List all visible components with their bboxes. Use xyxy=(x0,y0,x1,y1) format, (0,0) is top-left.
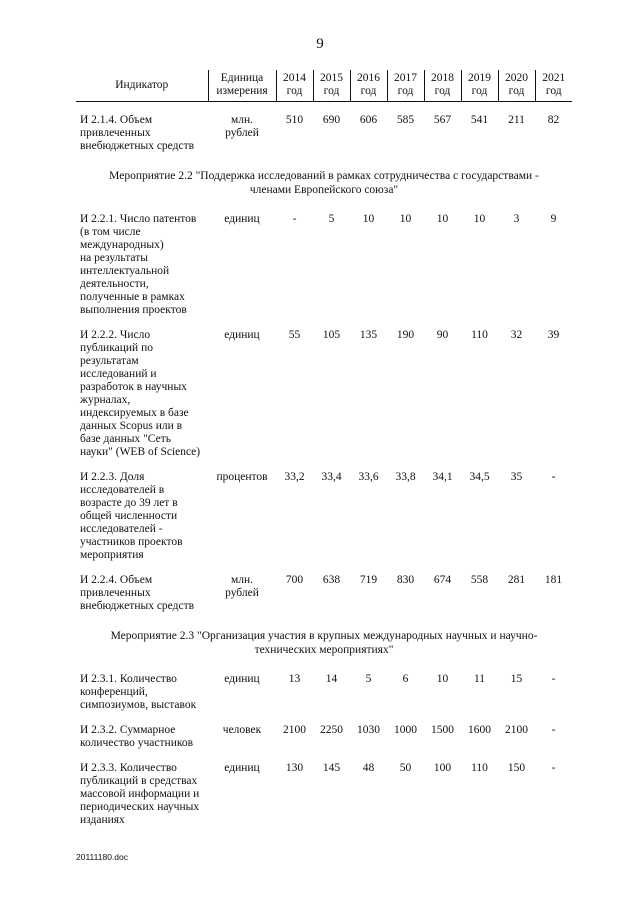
unit-line: единиц xyxy=(224,673,260,685)
value-cell: 2100 xyxy=(283,724,306,736)
value-cell: 34,5 xyxy=(469,471,490,483)
indicator-cell xyxy=(76,562,208,613)
value-cell: 33,2 xyxy=(284,471,305,483)
value-cell: 35 xyxy=(510,471,523,483)
indicator-line: международных) xyxy=(80,239,164,251)
value-cell: 585 xyxy=(396,114,415,126)
indicator-line: конференций, xyxy=(80,686,148,698)
value-cell: 110 xyxy=(471,762,488,774)
table-row xyxy=(76,102,572,154)
value-cell: 15 xyxy=(510,673,523,685)
unit-cell xyxy=(208,201,276,317)
indicator-cell xyxy=(76,712,208,750)
indicator-line: публикаций по xyxy=(80,342,153,354)
value-cell: 110 xyxy=(471,329,488,341)
header-unit-line: Единица xyxy=(220,72,264,84)
value-cell: 130 xyxy=(285,762,304,774)
value-cell: 674 xyxy=(433,574,452,586)
value-cell: 10 xyxy=(473,213,486,225)
indicator-line: исследований и xyxy=(80,368,157,380)
header-year-2017: 2017 год xyxy=(387,70,424,102)
page-number: 9 xyxy=(316,36,324,52)
unit-cell xyxy=(208,750,276,827)
value-cell: 50 xyxy=(399,762,412,774)
indicator-cell xyxy=(76,661,208,712)
table-body xyxy=(76,102,572,828)
indicator-cell xyxy=(76,201,208,317)
value-cell: 719 xyxy=(359,574,378,586)
indicator-line: количество участников xyxy=(80,737,194,749)
section-title-line: Мероприятие 2.3 "Организация участия в крупных международных научных и научно- xyxy=(110,630,538,642)
value-cell: 33,6 xyxy=(358,471,379,483)
indicator-line: изданиях xyxy=(80,814,125,826)
header-unit-line: измерения xyxy=(216,85,268,97)
table-row xyxy=(76,661,572,712)
indicator-line: базе данных "Сеть xyxy=(80,433,171,445)
value-cell: 510 xyxy=(285,114,304,126)
indicator-line: общей численности xyxy=(80,510,178,522)
unit-line: единиц xyxy=(224,762,260,774)
header-year-2014: 2014 год xyxy=(276,70,313,102)
indicator-line: внебюджетных средств xyxy=(80,600,195,612)
value-cell: 10 xyxy=(436,673,449,685)
value-cell: 6 xyxy=(402,673,409,685)
unit-cell xyxy=(208,459,276,562)
unit-line: единиц xyxy=(224,329,260,341)
value-cell: 135 xyxy=(359,329,378,341)
indicator-line: полученные в рамках xyxy=(80,291,185,303)
value-cell: 48 xyxy=(362,762,375,774)
header-indicator: Индикатор xyxy=(76,70,208,102)
value-cell: 3 xyxy=(513,213,520,225)
indicator-line: массовой информации и xyxy=(80,788,200,800)
value-cell: 90 xyxy=(436,329,449,341)
value-cell: 690 xyxy=(322,114,341,126)
value-cell: - xyxy=(292,213,297,225)
unit-line: рублей xyxy=(225,127,259,139)
indicator-line: результатам xyxy=(80,355,139,367)
unit-line: человек xyxy=(222,724,262,736)
header-year-2021: 2021 год xyxy=(535,70,572,102)
unit-cell xyxy=(208,712,276,750)
indicator-line: внебюджетных средств xyxy=(80,140,195,152)
value-cell: 1000 xyxy=(394,724,417,736)
indicator-cell xyxy=(76,102,208,154)
section-row xyxy=(76,613,572,661)
table-row xyxy=(76,562,572,613)
value-cell: 1500 xyxy=(431,724,454,736)
indicator-line: периодических научных xyxy=(80,801,200,813)
table-row xyxy=(76,459,572,562)
indicator-line: И 2.3.3. Количество xyxy=(80,762,177,774)
value-cell: 181 xyxy=(544,574,563,586)
indicator-cell xyxy=(76,459,208,562)
value-cell: - xyxy=(551,471,556,483)
value-cell: 190 xyxy=(396,329,415,341)
table-header xyxy=(76,70,572,102)
value-cell: 105 xyxy=(322,329,341,341)
unit-line: млн. xyxy=(230,574,254,586)
value-cell: 39 xyxy=(547,329,560,341)
indicator-line: исследователей - xyxy=(80,523,163,535)
value-cell: 638 xyxy=(322,574,341,586)
value-cell: - xyxy=(551,724,556,736)
indicator-line: И 2.2.1. Число патентов xyxy=(80,213,197,225)
value-cell: 5 xyxy=(365,673,372,685)
indicator-line: И 2.1.4. Объем xyxy=(80,114,153,126)
value-cell: 5 xyxy=(328,213,335,225)
value-cell: 2100 xyxy=(505,724,528,736)
section-title-line: членами Европейского союза" xyxy=(249,184,399,196)
table-row xyxy=(76,750,572,827)
value-cell: 33,8 xyxy=(395,471,416,483)
indicator-line: И 2.2.3. Доля xyxy=(80,471,145,483)
value-cell: 14 xyxy=(325,673,338,685)
value-cell: 541 xyxy=(470,114,489,126)
section-title-line: технических мероприятиях" xyxy=(254,644,394,656)
table-row xyxy=(76,712,572,750)
indicator-line: привлеченных xyxy=(80,587,151,599)
header-year-2016: 2016 год xyxy=(350,70,387,102)
indicator-line: возрасте до 39 лет в xyxy=(80,497,178,509)
value-cell: - xyxy=(551,762,556,774)
value-cell: 55 xyxy=(288,329,301,341)
section-title xyxy=(76,153,572,201)
indicator-line: журналах, xyxy=(80,394,131,406)
header-unit xyxy=(208,70,276,102)
value-cell: 10 xyxy=(399,213,412,225)
value-cell: 2250 xyxy=(320,724,343,736)
value-cell: 558 xyxy=(470,574,489,586)
value-cell: 145 xyxy=(322,762,341,774)
indicator-line: И 2.2.2. Число xyxy=(80,329,151,341)
value-cell: 830 xyxy=(396,574,415,586)
header-year-2019: 2019 год xyxy=(461,70,498,102)
value-cell: 32 xyxy=(510,329,523,341)
section-title xyxy=(76,613,572,661)
indicators-table xyxy=(76,70,572,827)
table-row xyxy=(76,317,572,459)
indicator-line: науки" (WEB of Science) xyxy=(80,446,201,458)
value-cell: 700 xyxy=(285,574,304,586)
value-cell: 211 xyxy=(508,114,525,126)
value-cell: 1030 xyxy=(357,724,380,736)
value-cell: 150 xyxy=(507,762,526,774)
unit-line: процентов xyxy=(216,471,268,483)
file-name: 20111180.doc xyxy=(76,852,128,862)
value-cell: 9 xyxy=(550,213,557,225)
indicator-line: разработок в научных xyxy=(80,381,187,393)
unit-line: млн. xyxy=(230,114,254,126)
unit-line: единиц xyxy=(224,213,260,225)
unit-cell xyxy=(208,562,276,613)
indicator-line: мероприятия xyxy=(80,549,144,561)
unit-cell xyxy=(208,317,276,459)
value-cell: 13 xyxy=(288,673,301,685)
indicator-line: исследователей в xyxy=(80,484,165,496)
indicator-line: на результаты xyxy=(80,252,148,264)
indicator-line: индексируемых в базе xyxy=(80,407,189,419)
indicator-line: И 2.2.4. Объем xyxy=(80,574,153,586)
value-cell: 82 xyxy=(547,114,560,126)
table-row xyxy=(76,201,572,317)
value-cell: 11 xyxy=(473,673,486,685)
indicator-line: участников проектов xyxy=(80,536,183,548)
value-cell: 567 xyxy=(433,114,452,126)
value-cell: 281 xyxy=(507,574,526,586)
indicator-line: И 2.3.2. Суммарное xyxy=(80,724,176,736)
section-row xyxy=(76,153,572,201)
value-cell: 10 xyxy=(436,213,449,225)
value-cell: 10 xyxy=(362,213,375,225)
value-cell: 606 xyxy=(359,114,378,126)
indicator-line: публикаций в средствах xyxy=(80,775,198,787)
indicator-line: интеллектуальной xyxy=(80,265,170,277)
unit-cell xyxy=(208,102,276,154)
section-title-line: Мероприятие 2.2 "Поддержка исследований в рамках сотрудничества с государствами - xyxy=(109,170,539,182)
indicator-line: (в том числе xyxy=(80,226,141,238)
indicator-line: данных Scopus или в xyxy=(80,420,183,432)
value-cell: 34,1 xyxy=(432,471,453,483)
header-year-2020: 2020 год xyxy=(498,70,535,102)
header-year-2018: 2018 год xyxy=(424,70,461,102)
indicator-line: деятельности, xyxy=(80,278,149,290)
indicator-cell xyxy=(76,750,208,827)
indicator-line: симпозиумов, выставок xyxy=(80,699,197,711)
header-year-2015: 2015 год xyxy=(313,70,350,102)
value-cell: 33,4 xyxy=(321,471,342,483)
indicator-line: И 2.3.1. Количество xyxy=(80,673,177,685)
indicator-cell xyxy=(76,317,208,459)
indicator-line: привлеченных xyxy=(80,127,151,139)
indicator-line: выполнения проектов xyxy=(80,304,187,316)
value-cell: - xyxy=(551,673,556,685)
unit-line: рублей xyxy=(225,587,259,599)
value-cell: 100 xyxy=(433,762,452,774)
unit-cell xyxy=(208,661,276,712)
value-cell: 1600 xyxy=(468,724,491,736)
